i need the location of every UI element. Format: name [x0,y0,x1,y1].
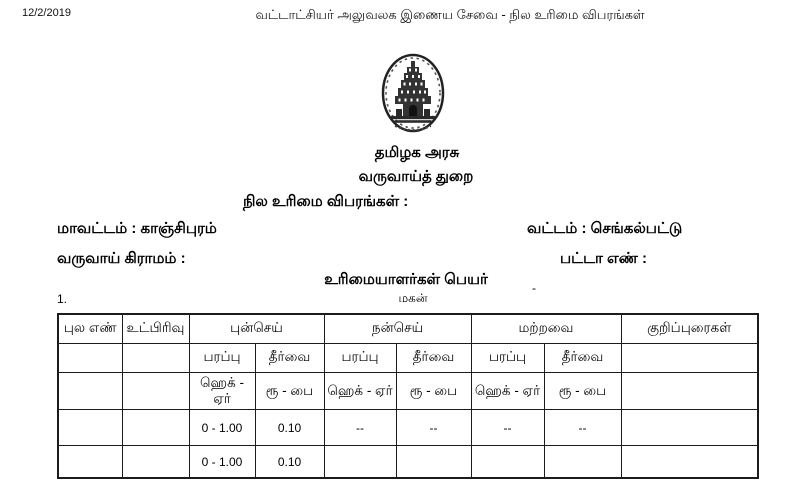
patta-label: பட்டா எண் : [560,250,647,267]
subheader-area: பரப்பு [471,344,544,373]
table-header-row-sub [58,344,758,373]
cell-subdivision [122,410,189,446]
cell-wet-area [324,446,396,479]
cell-wet-assessment [396,446,471,479]
cell-survey-no [58,446,122,479]
unit-hectare-are: ஹெக் - ஏர் [324,373,396,410]
col-header-survey-no: புல எண் [58,314,122,344]
table-row [58,446,758,479]
section-title: நில உரிமை விபரங்கள் : [243,193,409,210]
village-field [57,250,186,269]
taluk-value: செங்கல்பட்டு [590,220,683,237]
table-row [58,410,758,446]
unit-rupees-paise: ரூ - பை [255,373,324,410]
cell-remarks [621,446,758,479]
unit-hectare-are: ஹெக் - ஏர் [189,373,255,410]
patta-field [560,250,647,269]
government-name: தமிழக அரசு [374,144,460,161]
district-field [57,220,217,239]
village-label: வருவாய் கிராமம் : [57,250,186,267]
taluk-field [527,220,682,239]
subheader-assessment: தீர்வை [255,344,324,373]
empty-cell [621,373,758,410]
page-title: வட்டாட்சியர் அலுவலக இணைய சேவை - நில உரிமை விபரங்கள் [255,7,645,22]
cell-others-assessment [544,446,621,479]
owner-serial-number: 1. [57,292,68,306]
unit-rupees-paise: ரூ - பை [544,373,621,410]
cell-others-area: -- [471,410,544,446]
cell-dry-assessment: 0.10 [255,446,324,479]
owner-father-name-placeholder: - [532,281,536,295]
cell-remarks [621,410,758,446]
cell-wet-assessment: -- [396,410,471,446]
empty-cell [58,373,122,410]
unit-rupees-paise: ரூ - பை [396,373,471,410]
table-header-row-main [58,314,758,344]
subheader-assessment: தீர்வை [396,344,471,373]
land-details-table [57,313,759,479]
col-header-subdivision: உட்பிரிவு [122,314,189,344]
cell-others-area [471,446,544,479]
cell-dry-area: 0 - 1.00 [189,446,255,479]
government-emblem-icon [377,50,449,138]
empty-cell [122,373,189,410]
cell-subdivision [122,446,189,479]
cell-wet-area: -- [324,410,396,446]
subheader-assessment: தீர்வை [544,344,621,373]
owner-relation-label: மகன் [398,291,428,305]
cell-dry-area: 0 - 1.00 [189,410,255,446]
cell-survey-no [58,410,122,446]
cell-dry-assessment: 0.10 [255,410,324,446]
col-header-remarks: குறிப்புரைகள் [621,314,758,344]
col-header-others: மற்றவை [471,314,621,344]
print-date: 12/2/2019 [22,7,71,19]
empty-cell [621,344,758,373]
district-label: மாவட்டம் : [57,220,137,237]
col-header-wet-land: நன்செய் [324,314,471,344]
empty-cell [122,344,189,373]
unit-hectare-are: ஹெக் - ஏர் [471,373,544,410]
col-header-dry-land: புன்செய் [189,314,324,344]
subheader-area: பரப்பு [189,344,255,373]
subheader-area: பரப்பு [324,344,396,373]
department-name: வருவாய்த் துறை [358,168,474,185]
table-header-row-units [58,373,758,410]
district-value: காஞ்சிபுரம் [140,220,217,237]
cell-others-assessment: -- [544,410,621,446]
owners-heading: உரிமையாளர்கள் பெயர் [324,271,488,288]
empty-cell [58,344,122,373]
taluk-label: வட்டம் : [527,220,587,237]
